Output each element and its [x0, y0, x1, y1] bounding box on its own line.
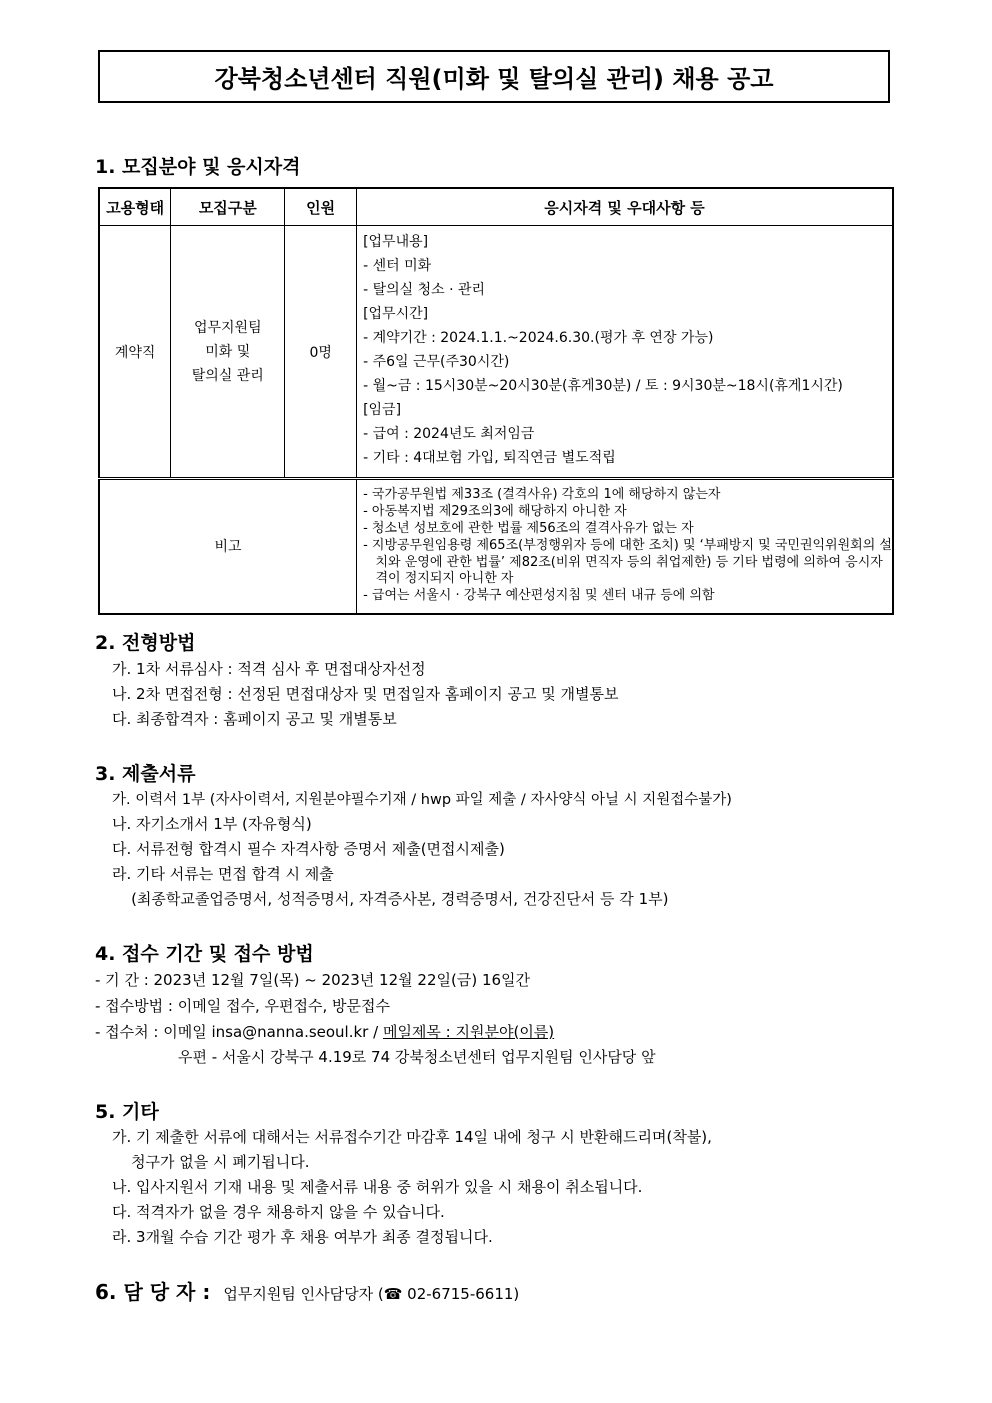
section6-heading: 6. 담 당 자 : [95, 1280, 211, 1304]
header-qualifications: 응시자격 및 우대사항 등 [357, 188, 893, 226]
note-line: - 국가공무원법 제33조 (결격사유) 각호의 1에 해당하지 않는자 [363, 487, 721, 503]
section4-post: 우편 - 서울시 강북구 4.19로 74 강북청소년센터 업무지원팀 인사담당 앞 [178, 1048, 656, 1066]
header-category: 모집구분 [171, 188, 285, 226]
section2-item: 가. 1차 서류심사 : 적격 심사 후 면접대상자선정 [112, 660, 426, 678]
note-line: - 청소년 성보호에 관한 법률 제56조의 결격사유가 없는 자 [363, 521, 694, 537]
detail-line: - 기타 : 4대보험 가입, 퇴직연금 별도적립 [363, 450, 616, 466]
section3-item: 나. 자기소개서 1부 (자유형식) [112, 815, 312, 833]
section3-item: 다. 서류전형 합격시 필수 자격사항 증명서 제출(면접시제출) [112, 840, 505, 858]
cell-employment-type: 계약직 [99, 226, 171, 479]
section4-heading: 4. 접수 기간 및 접수 방법 [95, 943, 314, 965]
section3-item: 가. 이력서 1부 (자사이력서, 지원분야필수기재 / hwp 파일 제출 / 자사양식 아닐 시 지원접수불가) [112, 792, 732, 808]
detail-line: [임금] [363, 402, 402, 418]
detail-line: - 주6일 근무(주30시간) [363, 354, 510, 370]
section2-heading: 2. 전형방법 [95, 632, 196, 654]
section2-item: 다. 최종합격자 : 홈페이지 공고 및 개별통보 [112, 710, 397, 728]
detail-line: [업무내용] [363, 234, 429, 250]
section4-method: - 접수방법 : 이메일 접수, 우편접수, 방문접수 [95, 997, 390, 1015]
mail-subject: 메일제목 : 지원분야(이름) [382, 1023, 555, 1041]
recruitment-table [98, 187, 894, 615]
note-line: - 아동복지법 제29조의3에 해당하지 아니한 자 [363, 504, 627, 520]
section5-item: 나. 입사지원서 기재 내용 및 제출서류 내용 중 허위가 있을 시 채용이 취소됩니다. [112, 1178, 643, 1196]
header-count: 인원 [285, 188, 357, 226]
detail-line: - 센터 미화 [363, 258, 432, 274]
section3-heading: 3. 제출서류 [95, 763, 196, 785]
note-line: - 지방공무원임용령 제65조(부정행위자 등에 대한 조치) 및 ‘부패방지 및 국민권익위원회의 설 [363, 537, 892, 553]
section4-place [95, 1021, 554, 1042]
section5-item: 청구가 없을 시 폐기됩니다. [112, 1153, 310, 1171]
detail-line: - 급여 : 2024년도 최저임금 [363, 426, 535, 442]
cell-category [171, 226, 285, 479]
contact-info: 업무지원팀 인사담당자 (☎ 02-6715-6611) [223, 1285, 520, 1303]
detail-line: - 월~금 : 15시30분~20시30분(휴게30분) / 토 : 9시30분~18시(휴게1시간) [363, 378, 843, 394]
section5-item: 다. 적격자가 없을 경우 채용하지 않을 수 있습니다. [112, 1203, 445, 1221]
cell-note-label: 비고 [99, 479, 357, 614]
section5-item: 가. 기 제출한 서류에 대해서는 서류접수기간 마감후 14일 내에 청구 시 반환해드리며(착불), [112, 1128, 712, 1146]
section6 [95, 1276, 519, 1305]
cell-count: 0명 [285, 226, 357, 479]
header-employment-type: 고용형태 [99, 188, 171, 226]
category-line: 탈의실 관리 [191, 367, 264, 384]
note-line: - 급여는 서울시 · 강북구 예산편성지침 및 센터 내규 등에 의함 [363, 588, 715, 604]
section4-period: - 기 간 : 2023년 12월 7일(목) ~ 2023년 12월 22일(금) 16일간 [95, 971, 531, 989]
section3-item: 라. 기타 서류는 면접 합격 시 제출 [112, 865, 334, 883]
cell-details [357, 226, 893, 479]
section1-heading: 1. 모집분야 및 응시자격 [95, 156, 301, 178]
section3-item: (최종학교졸업증명서, 성적증명서, 자격증사본, 경력증명서, 건강진단서 등 각 1부) [112, 890, 669, 908]
note-line: 격이 정지되지 아니한 자 [363, 571, 514, 587]
cell-notes [357, 479, 893, 614]
detail-line: - 계약기간 : 2024.1.1.~2024.6.30.(평가 후 연장 가능) [363, 330, 714, 346]
section5-heading: 5. 기타 [95, 1101, 159, 1123]
place-prefix: - 접수처 : 이메일 insa@nanna.seoul.kr / [95, 1023, 383, 1041]
section5-item: 라. 3개월 수습 기간 평가 후 채용 여부가 최종 결정됩니다. [112, 1228, 493, 1246]
category-line: 업무지원팀 [193, 319, 262, 336]
note-line: 치와 운영에 관한 법률’ 제82조(비위 면직자 등의 취업제한) 등 기타 법령에 의하여 응시자 [363, 554, 883, 570]
page-title: 강북청소년센터 직원(미화 및 탈의실 관리) 채용 공고 [98, 50, 890, 103]
detail-line: [업무시간] [363, 306, 429, 322]
detail-line: - 탈의실 청소 · 관리 [363, 282, 486, 298]
section2-item: 나. 2차 면접전형 : 선정된 면접대상자 및 면접일자 홈페이지 공고 및 개별통보 [112, 685, 619, 703]
category-line: 미화 및 [205, 343, 251, 360]
